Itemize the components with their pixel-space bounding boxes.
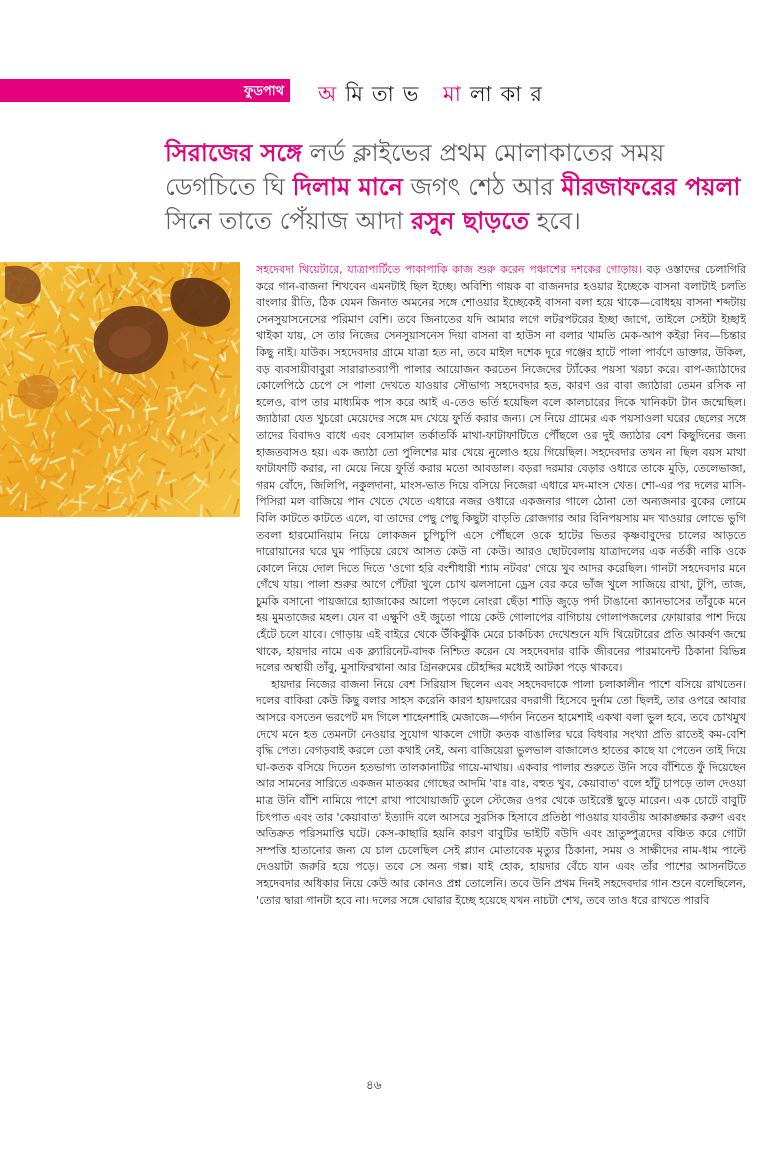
rice-grain bbox=[23, 305, 30, 306]
rice-grain bbox=[105, 409, 119, 410]
rice-grain bbox=[133, 411, 134, 418]
headline-text-4: হবে। bbox=[529, 207, 581, 235]
rice-grain bbox=[75, 420, 76, 427]
headline-text-1: লর্ড ক্লাইভের প্রথম মোলাকাতের সময় ডেগচিতে ঘি bbox=[165, 139, 665, 201]
section-bar bbox=[0, 79, 290, 102]
rice-grain bbox=[94, 298, 95, 311]
section-label: ফুডপাথ bbox=[243, 84, 284, 99]
rice-grain bbox=[131, 496, 132, 503]
author-first-initial: অ bbox=[318, 82, 346, 106]
headline bbox=[165, 136, 755, 238]
rice-grain bbox=[160, 289, 162, 298]
rice-grain bbox=[169, 397, 170, 411]
rice-grain bbox=[110, 275, 111, 287]
rice-grain bbox=[171, 484, 172, 496]
rice-grain bbox=[72, 459, 73, 469]
rice-grain bbox=[36, 477, 37, 483]
rice-grain bbox=[201, 505, 202, 517]
rice-grain bbox=[1, 486, 2, 493]
author-last-rest: লাকার bbox=[469, 82, 551, 106]
rice-grain bbox=[99, 438, 100, 447]
author-first-rest: মিতাভ bbox=[345, 82, 428, 106]
headline-highlight-2: দিলাম মানে bbox=[292, 173, 403, 201]
article-body bbox=[256, 262, 746, 1072]
lead-sentence: সহদেবদা থিয়েটারে, যাত্রাপার্টিতে পাকাপাকি কাজ শুরু করেন পঞ্চাশের দশকের গোড়ায়। bbox=[256, 263, 642, 276]
rice-grain bbox=[220, 262, 221, 269]
rice-grain bbox=[156, 496, 157, 509]
rice-grain bbox=[114, 264, 115, 270]
paragraph-1-text: বড় ওস্তাদের চেলাগিরি করে গান-বাজনা শিখবেন এমনটাই ছিল ইচ্ছে। অবিশ্যি গায়ক বা বাজনদার হওয়ার ইচ্ছেকে বাসনা বলাটাই চলতি বাংলার রীতি, ঠিক যেমন জিনাত অমনের সঙ্গে শোওয়ার ইচ্ছেকেই বাসনা বলা হয়ে থাকে—বোধহয় বাসনা শব্দটায় সেনসুয়াসনেসের পরিমাণ বেশি। তবে জিনাতের যদি আমার লগে লটরপটরের ইচ্ছা জাগে, তাইলে সেইটা ইচ্ছাই থাইকা যায়, সে তার নিজের সেনসুয়াসনেস দিয়া বাসনা বা হাউস না বলার খামতি মেক-আপ কইরা নিব—চিন্তার কিছু নাই। যাউক। সহদেবদার গ্রামে যাত্রা হত না, তবে মাইল দশেক দূরে গঞ্জের হাটে পালা পার্বণে ডাক্তার, উকিল, বড় ব্যবসায়ীবাবুরা সারারাতব্যাপী পালার আয়োজন করতেন নিজেদের ট্যাঁকের পয়সা খরচা করে। বাপ-জ্যাঠাদের কোলেপিঠে চেপে সে পালা দেখতে যাওয়ার সৌভাগ্য সহদেবদার হত, কারণ ওর বাবা জ্যাঠারা তেমন রসিক না হলেও, বাপ তার মাধ্যমিক পাস করে আই এ-তেও ভর্তি হয়েছিল বলে কালচারের দিকে খানিকটা টান জন্মেছিল। জ্যাঠারা যেত খুচরো মেয়েদের সঙ্গে মদ খেয়ে ফুর্তি করার জন্য। সে নিয়ে গ্রামের এক পয়সাওলা ঘরের ছেলের সঙ্গে তাদের বিবাদও বাধে এবং বেসামাল তর্কাতর্কি মাথা-ফাটাফাটিতে পৌঁছলে ওর দুই জ্যাঠার বেশ কিছুদিনের জন্য হাজতবাসও হয়। এক জ্যাঠা তো পুলিশের মার খেয়ে নুলোও হয়ে গিয়েছিল। সহদেবদার তখন না ছিল বয়স মাথা ফাটাফাটি করার, না মেয়ে নিয়ে ফুর্তি করার মতো আবডাল। বড়রা দরমার বেড়ার ওধারে তাকে মুড়ি, তেলেভাজা, গরম বোঁদে, জিলিপি, নকুলদানা, মাংস-ভাত দিয়ে বসিয়ে নিজেরা এধারে মদ-মাংস খেত। শো-এর পর দলের মাসি-পিসিরা মল বাজিয়ে পান খেতে খেতে এধারে নজর ওধারে একজনার গালে ঠোনা তো অন্যজনার বুকের লোমে বিলি কাটতে কাটতে এলে, বা তাদের পেছু পেছু কিছুটা বাড়তি রোজগার আর বিনিপয়সায় মদ খাওয়ার লোভে ভুগি তবলা হারমোনিয়াম নিয়ে লোকজন চুপিচুপি এসে পৌঁছলে ওকে হাটের ভিতর কৃষ্ণবাবুদের চালের আড়তে দারোয়ানের ঘরে ঘুম পাড়িয়ে রেখে আসত কেউ না কেউ। আরও ছোটবেলায় যাত্রাদলের এক নর্তকী নাকি ওকে কোলে নিয়ে দোল দিতে দিতে 'ওগো হরি বংশীধারী শ্যাম নটবর' গেয়ে খুব আদর করেছিল। গানটা সহদেবদার মনে গেঁথে যায়। পালা শুরুর আগে পেঁটরা খুলে চোখ ঝলসানো ড্রেস বের করে ভাঁজ খুলে সাজিয়ে রাখা, টুপি, তাজ, চুমকি বসানো পায়জারে হ্যাজাকের আলো পড়লে নোংরা ছেঁড়া শাড়ি জুড়ে পর্দা টাঙানো ক্যানভাসের তাঁবুকে মনে হয় মুমতাজের মহল। যেন বা এক্ষুণি ওই জুতো পায়ে কেউ গোলাপের বাগিচায় গোলাপজলের ফোয়ারার পাশ দিয়ে হেঁটে চলে যাবে। গোড়ায় এই বাইরে থেকে উঁকিঝুঁকি মেরে চাকচিক্য দেখেশুনে যদি থিয়েটারের প্রতি আকর্ষণ জন্মে থাকে, হায়দার নামে এক ক্ল্যারিনেট-বাদক নিশ্চিত করেন যে সহদেবদার বাকি জীবনের পারমানেন্ট ঠিকানা বিভিন্ন দলের অস্থায়ী তাঁবু, মুসাফিরখানা আর গ্রিনরুমের চৌহদ্দির মধ্যেই আটকা পড়ে থাকবে। bbox=[256, 263, 746, 675]
rice-grain bbox=[100, 309, 101, 325]
rice-grain bbox=[113, 492, 123, 493]
author-last-initial: মা bbox=[443, 82, 470, 106]
rice-grain bbox=[225, 353, 226, 360]
rice-grain bbox=[114, 424, 115, 436]
rice-grain bbox=[93, 375, 94, 381]
rice-grain bbox=[172, 372, 174, 378]
biryani-illustration bbox=[0, 262, 240, 517]
paragraph-2: হায়দার নিজের বাজনা নিয়ে বেশ সিরিয়াস ছিলেন এবং সহদেবদাকে পালা চলাকালীন পাশে বসিয়ে রাখতেন। দলের বাকিরা কেউ কিছু বলার সাহস করেনি কারণ হায়দারের বদরাগী হিসেবে দুর্নাম তো ছিলই, তার ওপরে আবার আসরে বসতেন ভরপেট মদ গিলে শাহেনশাহি মেজাজে—গর্দান নিতেন হামেশাই একথা বলা ভুল হবে, তবে চোখমুখ দেখে মনে হত তেমনটা নেওয়ার সুযোগ থাকলে গোটা কতক বাঙালির ঘরে বিধবার সংখ্যা প্রতি রাতেই কম-বেশি বৃদ্ধি পেত। বেগড়বাই করলে তো কথাই নেই, অন্য বাজিয়েরা ভুলভাল বাজালেও হাতের কাছে যা পেতেন তাই দিয়ে ঘা-কতক বসিয়ে দিতেন হতভাগ্য তালকানাটির গায়ে-মাথায়। একবার পালার শুরুতে উনি সবে বাঁশিতে ফুঁ দিয়েছেন আর সামনের সারিতে একজন মাতব্বর গোছের আদমি 'বাঃ বাঃ, বহুত খুব, কেয়াবাত' বলে হাঁটু চাপড়ে তাল দেওয়া মাত্র উনি বাঁশি নামিয়ে পাশে রাখা পাখোয়াজটি তুলে স্টেজের ওপর থেকে ডাইরেক্ট ছুড়ে মারেন। এক চোটে বাবুটি চিৎপাত এবং তার 'কেয়াবাত' ইত্যাদি বলে আসরে সুরসিক হিসাবে প্রতিষ্ঠা পাওয়ার যাবতীয় আকাঙ্ক্ষার করুণ এবং অতিক্রত পরিসমাপ্তি ঘটে। কেস-কাছারি হয়নি কারণ বাবুটির ভাইটি বউদি এবং ভ্রাতুষ্পুত্রদের বঞ্চিত করে গোটা সম্পত্তি হাতানোর জন্য যে চাল চেলেছিল সেই প্ল্যান মোতাবেক মৃত্যুর ঠিকানা, সময় ও সাক্ষীদের নাম-ধাম পাল্টে দেওয়াটা জরুরি হয়ে পড়ে। তবে সে অন্য গল্প। যাই হোক, হায়দার বেঁচে যান এবং তাঁর পাশের আসনটিতে সহদেবদার অধিকার নিয়ে কেউ আর কোনও প্রশ্ন তোলেনি। তবে উনি প্রথম দিনই সহদেবদার গান শুনে বলেছিলেন, 'তোর দ্বারা গানটা হবে না। দলের সঙ্গে ঘোরার ইচ্ছে হয়েছে যখন নাচটা শেখ, তবে তাও ধরে রাখতে পারবি bbox=[256, 677, 746, 907]
rice-grain bbox=[223, 262, 224, 263]
rice-grain bbox=[100, 361, 101, 377]
rice-grain bbox=[25, 494, 26, 509]
biryani-photo bbox=[0, 262, 240, 517]
rice-grain bbox=[133, 262, 134, 268]
rice-grain bbox=[46, 477, 59, 478]
rice-grain bbox=[234, 412, 235, 423]
rice-grain bbox=[50, 437, 51, 447]
rice-grain bbox=[9, 461, 21, 462]
rice-grain bbox=[183, 269, 184, 277]
headline-highlight-1: সিরাজের সঙ্গে bbox=[165, 139, 302, 167]
headline-text-2: জগৎ শেঠ আর bbox=[402, 173, 562, 201]
headline-highlight-3: মীরজাফরের পয়লা bbox=[561, 173, 741, 201]
page-number: ৪৬ bbox=[366, 1078, 382, 1092]
author-byline bbox=[318, 78, 551, 113]
paragraph-1 bbox=[256, 262, 746, 677]
headline-text-3: সিনে তাতে পেঁয়াজ আদা bbox=[165, 207, 411, 235]
rice-grain bbox=[113, 467, 114, 473]
rice-grain bbox=[16, 415, 24, 416]
headline-highlight-4: রসুন ছাড়তে bbox=[411, 207, 530, 235]
rice-grain bbox=[113, 396, 124, 398]
rice-grain bbox=[12, 352, 13, 366]
